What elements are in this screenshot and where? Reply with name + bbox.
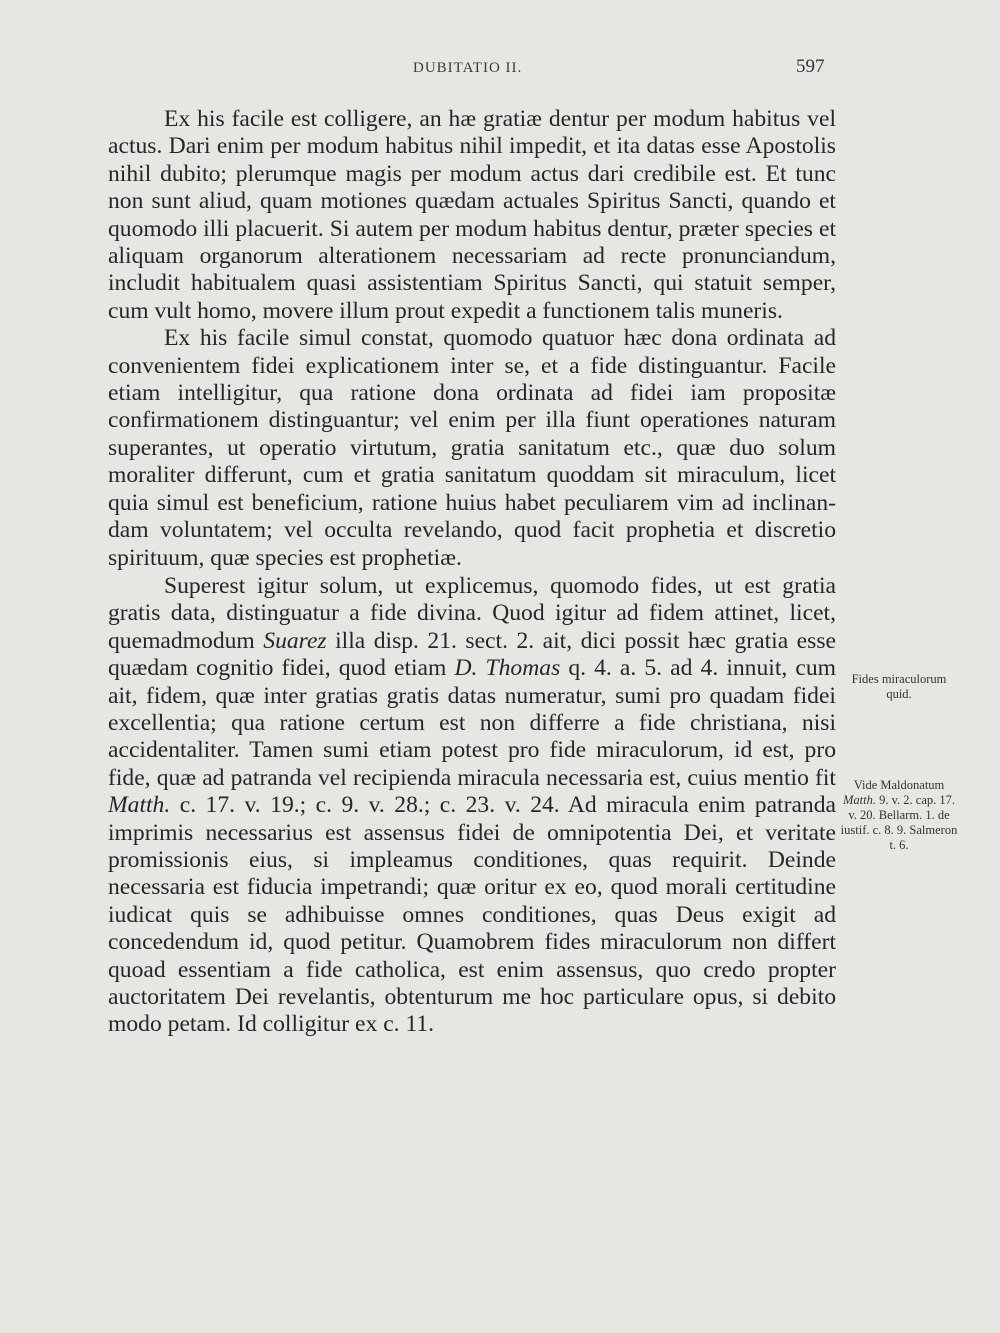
margin-note-citation: Matth. (842, 793, 876, 807)
paragraph-text: illa disp. 21. sect. 2. ait, dici possit hæc gratia esse quædam cognitio fidei, quod etiam (108, 627, 836, 682)
paragraph-1 (108, 106, 836, 325)
author-name-italic: Suarez (263, 627, 327, 654)
citation-italic: Matth. (108, 792, 171, 819)
margin-note-text: Vide Maldonatum (853, 778, 945, 792)
page-number: 597 (796, 56, 825, 77)
paragraph-text: c. 17. v. 19.; c. 9. v. 28.; c. 23. v. 24. Ad miracula enim patranda imprimis necessarius est assensus fidei de omnipotentia Dei, et veritate promissionis eius, si impleamus conditiones, quas requirit. Deinde necessaria est fiducia impetrandi; quæ oritur ex eo, quod morali certitudine iudicat quis se adhibuisse omnes conditiones, quas Deus exigit ad concedendum id, quod petitur. Quamobrem fides miraculorum non differt quoad essentiam a fide catholica, est enim assensus, quo credo propter auctoritatem Dei revelantis, obtenturum me hoc particulare opus, si debito modo petam. Id colligitur ex c. 11. (108, 792, 836, 1038)
paragraph-text: q. 4. a. 5. ad 4. innuit, cum ait, fidem, quæ inter gratias gratis datas numeratur, sumi pro quadam fidei excellentia; qua ratione certum est non differre a fide christiana, nisi accidentaliter. Tamen sumi etiam potest pro fide miraculorum, id est, pro fide, quæ ad patranda vel recipienda miracula necessaria est, cuius mentio fit (108, 655, 836, 791)
running-title: DUBITATIO II. (413, 60, 523, 76)
paragraph-3 (108, 573, 836, 1039)
paragraph-text: Superest igitur solum, ut explicemus, quomodo fides, ut est gratia gratis data, distinguatur a fide divina. Quod igitur ad fidem attinet, licet, quemadmodum (108, 572, 836, 654)
author-name-italic: D. Thomas (454, 655, 561, 682)
margin-note-references (840, 778, 958, 853)
paragraph-text: Ex his facile est colligere, an hæ gratiæ dentur per modum habitus vel actus. Dari enim per modum habitus nihil impedit, et ita datas esse Apostolis nihil dubito; plerumque magis per modum actus dari credibile est. Et tunc non sunt aliud, quam motiones quædam actuales Spiritus Sancti, quando et quomodo illi placuerit. Si autem per modum habitus dentur, præter species et aliquam organorum alterationem necessariam ad recte pronunciandum, includit habitualem quasi assistentiam Spiritus Sancti, qui statuit semper, cum vult homo, movere illum prout expedit a functionem talis muneris. (108, 106, 836, 324)
main-text (108, 106, 836, 1039)
paragraph-text: Ex his facile simul constat, quomodo quatuor hæc dona ordinata ad convenientem fidei explicationem inter se, et a fide distinguantur. Facile etiam intelligitur, qua ratione dona ordinata ad fidei iam propositæ confirmationem distinguantur; vel enim per illa fiunt operationes naturam superantes, ut operatio virtutum, gratia sanitatum etc., quæ duo solum moraliter differunt, cum et gratia sanitatum quoddam sit miraculum, licet quia simul est beneficium, ratione huius habet peculiarem vim ad inclinandam voluntatem; vel occulta revelando, quod facit prophetia et discretio spirituum, quæ species est prophetiæ. (108, 325, 836, 571)
margin-note-text: 9. v. 2. cap. 17. v. 20. Bellarm. 1. de iustif. c. 8. 9. Salmeron t. 6. (840, 793, 958, 852)
paragraph-2 (108, 325, 836, 572)
margin-note-fides (840, 672, 958, 702)
margin-note-text: Fides miraculorum quid. (851, 672, 947, 701)
